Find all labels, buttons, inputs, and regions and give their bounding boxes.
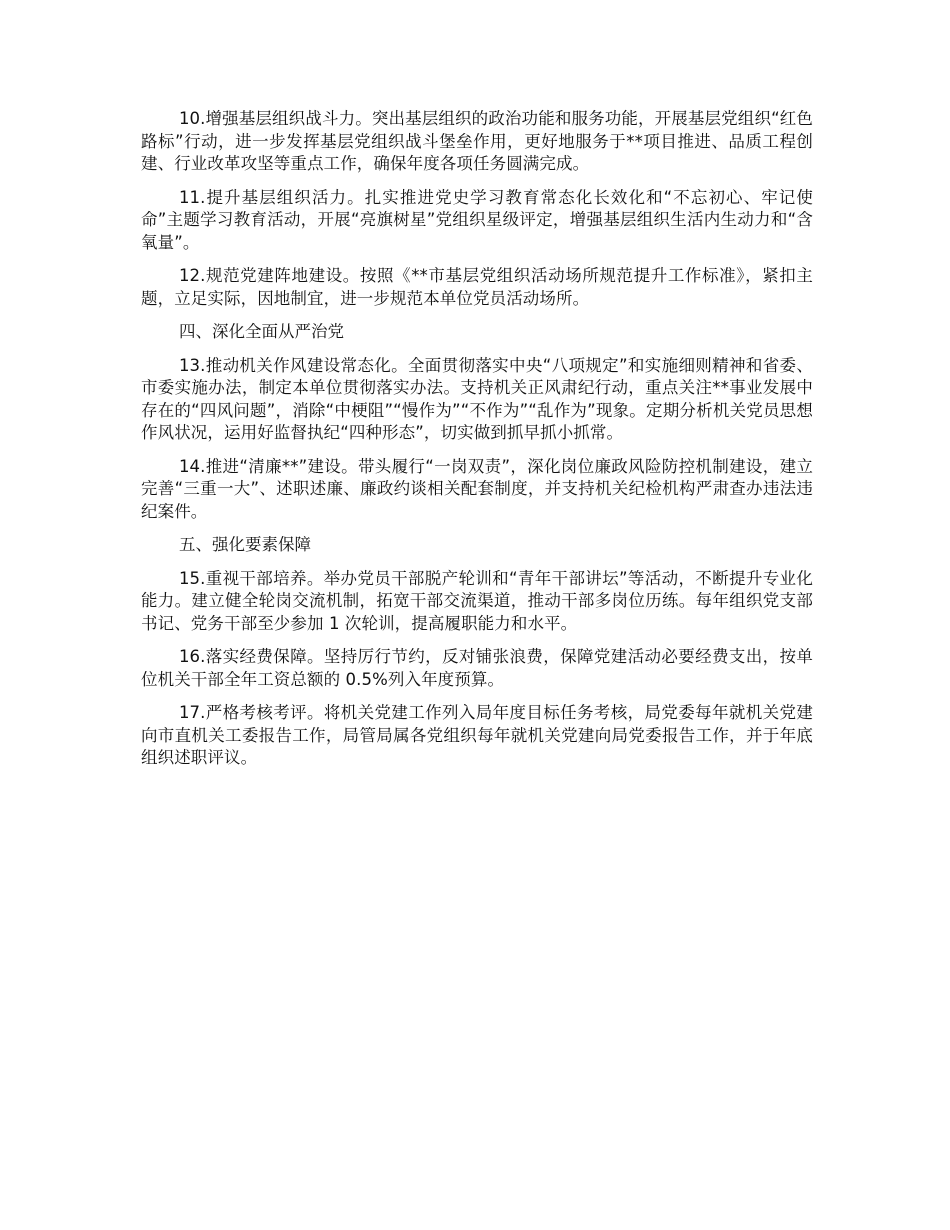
paragraph-15: 15.重视干部培养。举办党员干部脱产轮训和“青年干部讲坛”等活动，不断提升专业化能力。建立健全轮岗交流机制，拓宽干部交流渠道，推动干部多岗位历练。每年组织党支部书记、党务干部至少参加 1 次轮训，提高履职能力和水平。	[141, 568, 813, 633]
paragraph-11: 11.提升基层组织活力。扎实推进党史学习教育常态化长效化和“不忘初心、牢记使命”主题学习教育活动，开展“亮旗树星”党组织星级评定，增强基层组织生活内生动力和“含氧量”。	[141, 187, 813, 252]
paragraph-13: 13.推动机关作风建设常态化。全面贯彻落实中央“八项规定”和实施细则精神和省委、市委实施办法，制定本单位贯彻落实办法。支持机关正风肃纪行动，重点关注**事业发展中存在的“四风问题”，消除“中梗阻”“慢作为”“不作为”“乱作为”现象。定期分析机关党员思想作风状况，运用好监督执纪“四种形态”，切实做到抓早抓小抓常。	[141, 355, 813, 442]
paragraph-16: 16.落实经费保障。坚持厉行节约，反对铺张浪费，保障党建活动必要经费支出，按单位机关干部全年工资总额的 0.5%列入年度预算。	[141, 647, 813, 689]
paragraph-12: 12.规范党建阵地建设。按照《**市基层党组织活动场所规范提升工作标准》，紧扣主题，立足实际，因地制宜，进一步规范本单位党员活动场所。	[141, 266, 813, 308]
paragraph-10: 10.增强基层组织战斗力。突出基层组织的政治功能和服务功能，开展基层党组织“红色路标”行动，进一步发挥基层党组织战斗堡垒作用，更好地服务于**项目推进、品质工程创建、行业改革攻坚等重点工作，确保年度各项任务圆满完成。	[141, 109, 813, 173]
paragraph-17: 17.严格考核考评。将机关党建工作列入局年度目标任务考核，局党委每年就机关党建向市直机关工委报告工作，局管局属各党组织每年就机关党建向局党委报告工作，并于年底组织述职评议。	[141, 703, 813, 767]
section-heading-5: 五、强化要素保障	[178, 535, 311, 554]
document-body	[141, 108, 813, 781]
paragraph-14: 14.推进“清廉**”建设。带头履行“一岗双责”，深化岗位廉政风险防控机制建设，建立完善“三重一大”、述职述廉、廉政约谈相关配套制度，并支持机关纪检机构严肃查办违法违纪案件。	[141, 456, 813, 521]
section-heading-4: 四、深化全面从严治党	[178, 322, 344, 341]
